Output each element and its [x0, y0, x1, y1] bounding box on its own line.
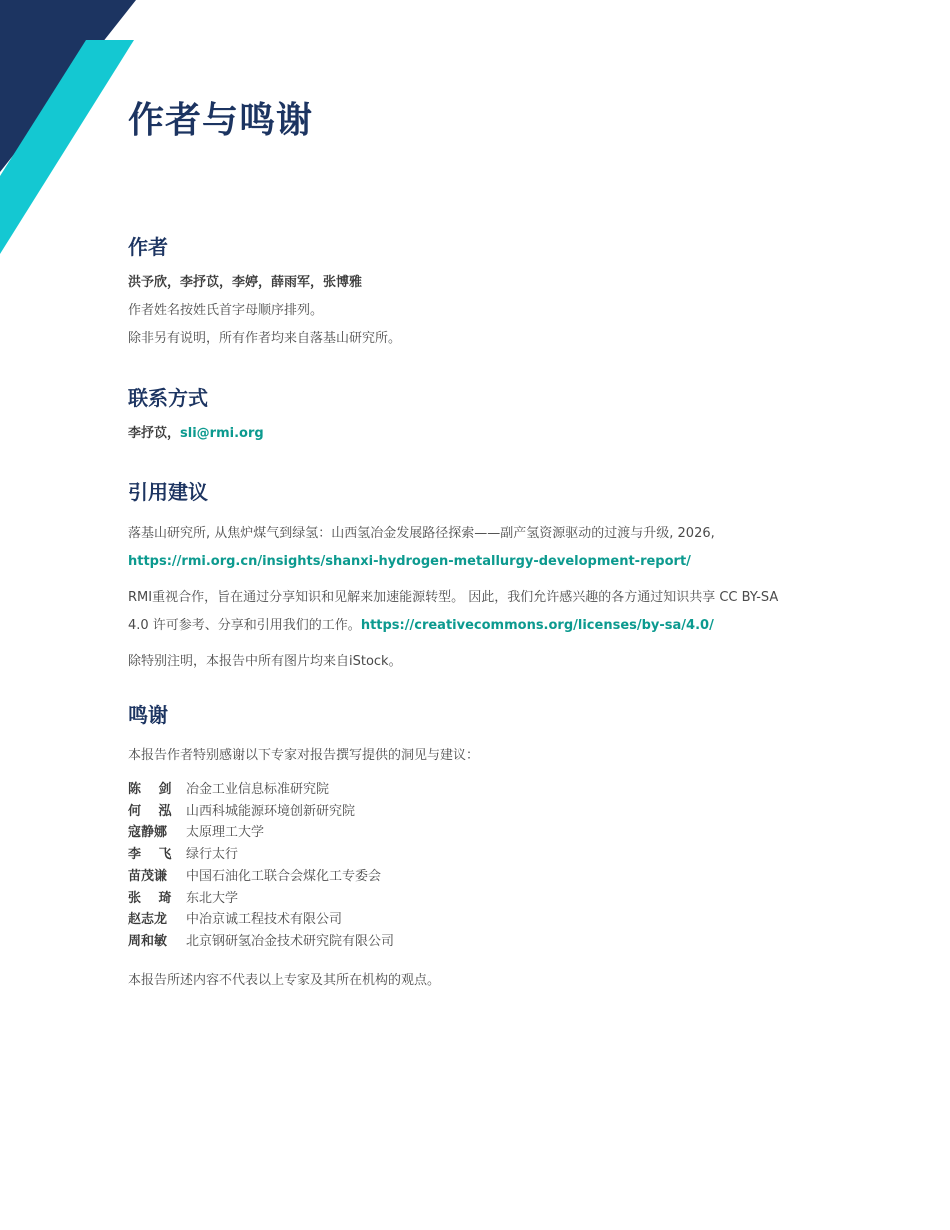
- expert-name: 陈 剑: [128, 782, 172, 797]
- contact-email-link[interactable]: sli@rmi.org: [180, 426, 264, 441]
- page-title: 作者与鸣谢: [128, 100, 314, 141]
- acknowledgements-intro: 本报告作者特别感谢以下专家对报告撰写提供的洞见与建议：: [128, 748, 480, 763]
- license-text-2: 4.0 许可参考、分享和引用我们的工作。: [128, 618, 361, 633]
- acknowledgements-disclaimer: 本报告所述内容不代表以上专家及其所在机构的观点。: [128, 972, 441, 988]
- image-source-note: 除特别注明，本报告中所有图片均来自iStock。: [128, 654, 402, 669]
- expert-list: [128, 779, 828, 953]
- expert-org: 北京钢研氢冶金技术研究院有限公司: [186, 933, 395, 949]
- license-url-link[interactable]: https://creativecommons.org/licenses/by-sa/4.0/: [360, 618, 714, 633]
- expert-org: 太原理工大学: [186, 825, 265, 841]
- expert-row: [128, 888, 828, 910]
- citation-text: 落基山研究所, 从焦炉煤气到绿氢：山西氢冶金发展路径探索——副产氢资源驱动的过渡与升级, 2026,: [128, 526, 715, 541]
- citation-url-link[interactable]: https://rmi.org.cn/insights/shanxi-hydrogen-metallurgy-development-report/: [128, 554, 691, 569]
- expert-name: 李 飞: [128, 847, 172, 863]
- expert-name: 苗茂谦: [128, 868, 168, 884]
- citation-section: [128, 476, 828, 676]
- expert-org: 东北大学: [186, 890, 239, 906]
- acknowledgements-heading: 鸣谢: [128, 703, 168, 727]
- citation-url-line: [128, 548, 828, 576]
- expert-org: 绿行太行: [186, 847, 239, 863]
- expert-name: 周和敏: [128, 933, 168, 949]
- contact-name: 李抒苡，: [128, 426, 181, 441]
- license-text-1: RMI重视合作，旨在通过分享知识和见解来加速能源转型。 因此，我们允许感兴趣的各方通过知识共享 CC BY-SA: [128, 590, 779, 605]
- expert-org: 中冶京诚工程技术有限公司: [186, 912, 343, 928]
- expert-row: [128, 801, 828, 823]
- contact-heading: 联系方式: [128, 386, 208, 410]
- author-names: 洪予欣，李抒苡，李婷，薛雨军，张博雅: [128, 275, 363, 290]
- author-affiliation-note: 除非另有说明，所有作者均来自落基山研究所。: [128, 331, 402, 346]
- authors-heading: 作者: [128, 235, 168, 259]
- contact-line: [128, 420, 828, 448]
- expert-row: [128, 866, 828, 888]
- expert-name: 寇静娜: [128, 825, 168, 841]
- expert-row: [128, 779, 828, 801]
- expert-row: [128, 909, 828, 931]
- expert-row: [128, 931, 828, 953]
- expert-org: 山西科城能源环境创新研究院: [186, 803, 356, 819]
- expert-org: 冶金工业信息标准研究院: [186, 782, 330, 797]
- expert-row: [128, 822, 828, 844]
- author-order-note: 作者姓名按姓氏首字母顺序排列。: [128, 303, 324, 318]
- expert-org: 中国石油化工联合会煤化工专委会: [186, 868, 382, 884]
- contact-section: [128, 382, 828, 448]
- license-line: [128, 612, 828, 640]
- acknowledgements-section: [128, 699, 828, 995]
- expert-name: 张 琦: [128, 890, 172, 906]
- citation-heading: 引用建议: [128, 480, 208, 504]
- corner-decoration: [0, 0, 140, 260]
- expert-name: 赵志龙: [128, 912, 168, 928]
- authors-section: [128, 231, 828, 353]
- expert-name: 何 泓: [128, 803, 172, 819]
- expert-row: [128, 844, 828, 866]
